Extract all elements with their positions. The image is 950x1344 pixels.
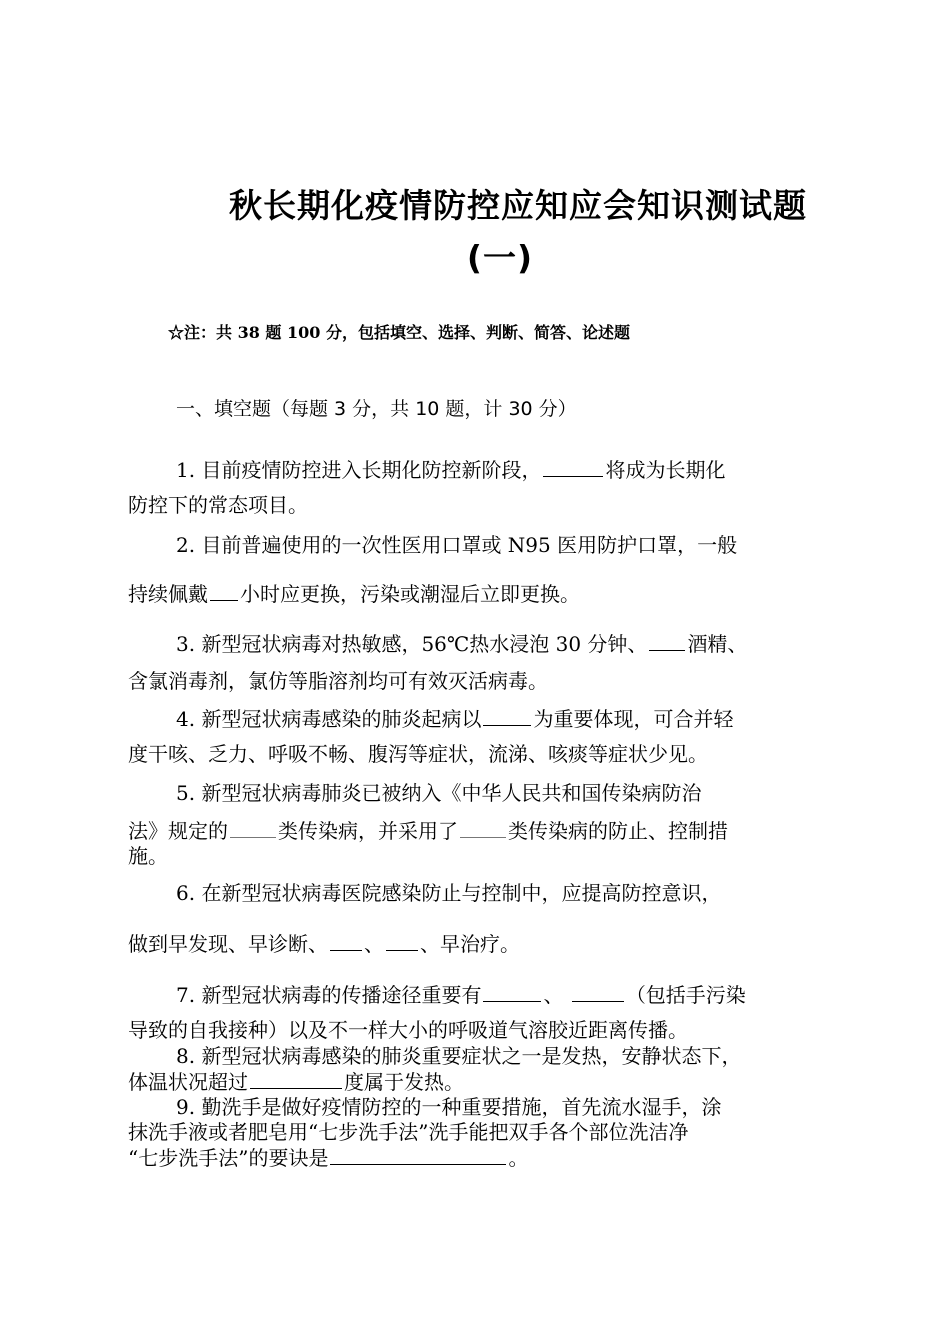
question-9-line-3: [128, 1144, 833, 1171]
question-text: 体温状况超过: [128, 1070, 248, 1094]
document-title: 秋长期化疫情防控应知应会知识测试题: [229, 186, 807, 225]
exam-note: ☆注：共 38 题 100 分，包括填空、选择、判断、简答、论述题: [168, 323, 630, 342]
question-text: 6. 在新型冠状病毒医院感染防止与控制中，应提高防控意识，: [176, 881, 722, 905]
question-3-line-1: [176, 630, 836, 657]
question-text: 施。: [128, 844, 168, 868]
question-text: 为重要体现，可合并轻: [533, 707, 734, 731]
question-text: “七步洗手法”的要诀是: [128, 1146, 329, 1170]
question-text: （包括手污染: [625, 983, 746, 1007]
question-5-line-3: [128, 843, 833, 869]
question-text: 将成为长期化: [605, 458, 726, 482]
question-text: 4. 新型冠状病毒感染的肺炎起病以: [176, 707, 482, 731]
question-9-line-1: [176, 1094, 836, 1120]
question-4-line-2: [128, 741, 833, 767]
answer-blank[interactable]: [330, 930, 362, 951]
question-3-line-2: [128, 668, 833, 694]
question-6-line-2: [128, 930, 833, 957]
question-text: 、早治疗。: [420, 932, 520, 956]
question-7-line-2: [128, 1017, 833, 1043]
question-text: 类传染病的防止、控制措: [508, 819, 728, 843]
question-text: 持续佩戴: [128, 582, 208, 606]
question-text: 做到早发现、早诊断、: [128, 932, 328, 956]
question-text: 7. 新型冠状病毒的传播途径重要有: [176, 983, 482, 1007]
answer-blank[interactable]: [460, 817, 506, 838]
question-text: 酒精、: [687, 632, 748, 656]
answer-blank[interactable]: [230, 817, 276, 838]
answer-blank[interactable]: [483, 981, 541, 1002]
answer-blank[interactable]: [572, 981, 624, 1002]
answer-blank[interactable]: [483, 705, 531, 726]
question-1-line-1: [176, 456, 836, 483]
question-text: 度干咳、乏力、呼吸不畅、腹泻等症状，流涕、咳痰等症状少见。: [128, 742, 708, 766]
answer-blank[interactable]: [649, 630, 685, 651]
answer-blank[interactable]: [543, 456, 603, 477]
question-1-line-2: [128, 492, 833, 518]
question-2-line-2: [128, 580, 833, 607]
question-text: 防控下的常态项目。: [128, 493, 308, 517]
question-text: 导致的自我接种）以及不一样大小的呼吸道气溶胶近距离传播。: [128, 1018, 688, 1042]
question-6-line-1: [176, 880, 836, 906]
question-text: 。: [508, 1146, 529, 1170]
question-text: 2. 目前普遍使用的一次性医用口罩或 N95 医用防护口罩，一般: [176, 533, 738, 557]
question-4-line-1: [176, 705, 836, 732]
question-text: 5. 新型冠状病毒肺炎已被纳入《中华人民共和国传染病防治: [176, 781, 702, 805]
question-text: 小时应更换，污染或潮湿后立即更换。: [240, 582, 580, 606]
question-text: 法》规定的: [128, 819, 228, 843]
question-text: 、: [364, 932, 384, 956]
question-text: 抹洗手液或者肥皂用“七步洗手法”洗手能把双手各个部位洗洁净: [128, 1120, 689, 1144]
question-7-line-1: [176, 981, 836, 1008]
question-text: 类传染病，并采用了: [278, 819, 458, 843]
question-9-line-2: [128, 1119, 833, 1145]
question-text: 8. 新型冠状病毒感染的肺炎重要症状之一是发热，安静状态下，: [176, 1044, 742, 1068]
answer-blank[interactable]: [210, 580, 238, 601]
question-text: 含氯消毒剂，氯仿等脂溶剂均可有效灭活病毒。: [128, 669, 548, 693]
section-heading: 一、填空题（每题 3 分，共 10 题，计 30 分）: [176, 398, 577, 420]
question-text: 3. 新型冠状病毒对热敏感，56℃热水浸泡 30 分钟、: [176, 632, 648, 656]
document-title-number: (一): [466, 238, 534, 277]
question-text: 1. 目前疫情防控进入长期化防控新阶段，: [176, 458, 542, 482]
question-text: 9. 勤洗手是做好疫情防控的一种重要措施，首先流水湿手，涂: [176, 1095, 722, 1119]
answer-blank[interactable]: [386, 930, 418, 951]
answer-blank[interactable]: [330, 1144, 506, 1165]
question-text: 、: [543, 983, 564, 1007]
question-8-line-1: [176, 1043, 856, 1069]
answer-blank[interactable]: [250, 1068, 342, 1089]
question-text: 度属于发热。: [344, 1070, 464, 1094]
question-5-line-2: [128, 817, 833, 844]
question-2-line-1: [176, 532, 836, 558]
question-8-line-2: [128, 1068, 833, 1095]
question-5-line-1: [176, 780, 836, 806]
